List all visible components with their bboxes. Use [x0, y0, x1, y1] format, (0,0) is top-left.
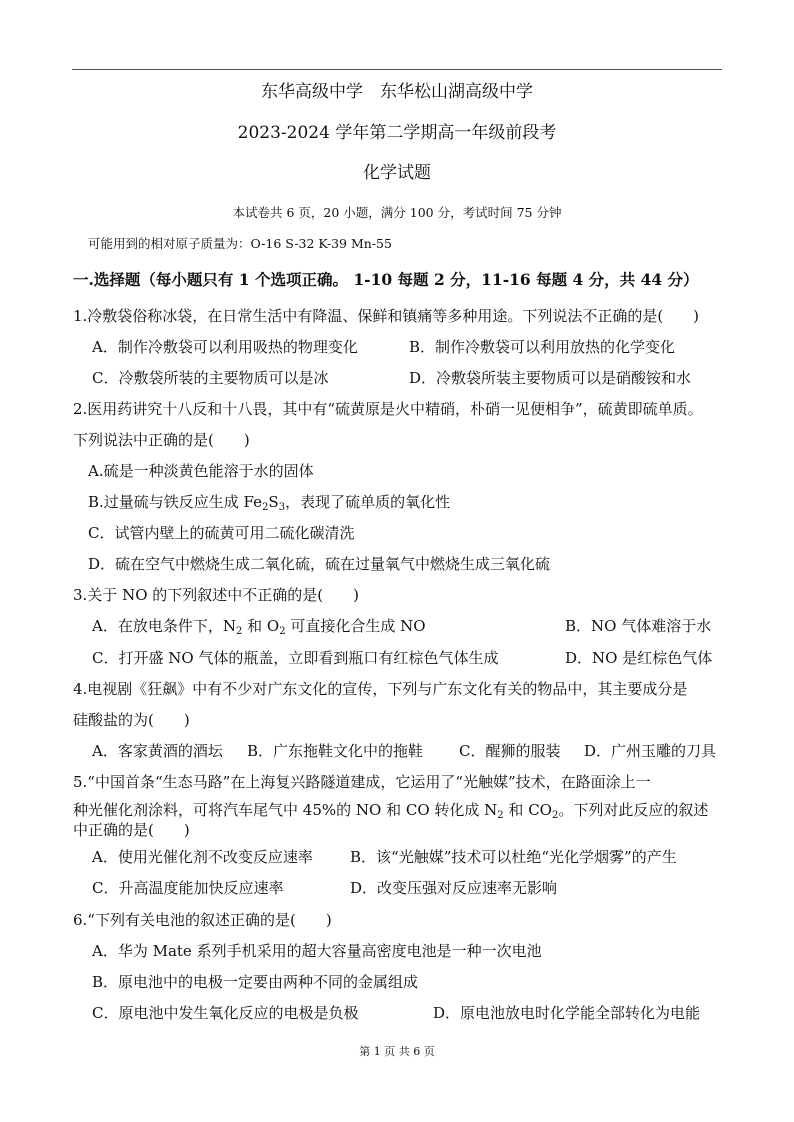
q4-option-a: A．客家黄酒的酒坛	[92, 742, 223, 760]
q3-stem: 3.关于 NO 的下列叙述中不正确的是( )	[73, 586, 359, 604]
section-heading: 一.选择题（每小题只有 1 个选项正确。 1-10 每题 2 分，11-16 每题 4 分，共 44 分）	[73, 270, 699, 289]
q2-stem-line1: 2.医用药讲究十八反和十八畏，其中有“硫黄原是火中精硝，朴硝一见便相争”，硫黄即硫单质。	[73, 400, 703, 418]
q2-option-c: C．试管内壁上的硫黄可用二硫化碳清洗	[88, 524, 355, 542]
q6-option-c: C．原电池中发生氧化反应的电极是负极	[92, 1004, 359, 1022]
q6-stem: 6.“下列有关电池的叙述正确的是( )	[73, 911, 332, 929]
q5-option-c: C．升高温度能加快反应速率	[92, 879, 284, 897]
page-footer: 第 1 页 共 6 页	[359, 1045, 435, 1058]
q2-stem-line2: 下列说法中正确的是( )	[73, 431, 250, 449]
q4-option-b: B．广东拖鞋文化中的拖鞋	[247, 742, 424, 760]
q4-option-c: C．醒狮的服装	[459, 742, 561, 760]
q3-option-d: D．NO 是红棕色气体	[565, 649, 713, 667]
q3-option-b: B．NO 气体难溶于水	[565, 617, 712, 635]
q3-option-c: C．打开盛 NO 气体的瓶盖，立即看到瓶口有红棕色气体生成	[92, 649, 499, 667]
q6-option-d: D．原电池放电时化学能全部转化为电能	[433, 1004, 701, 1022]
exam-title: 2023-2024 学年第二学期高一年级前段考	[237, 123, 557, 143]
q5-option-d: D．改变压强对反应速率无影响	[350, 879, 558, 897]
q4-stem-line2: 硅酸盐的为( )	[73, 711, 190, 729]
q5-stem-line1: 5.“中国首条“生态马路”在上海复兴路隧道建成，它运用了“光触媒”技术，在路面涂上一	[73, 773, 651, 791]
q1-stem: 1.冷敷袋俗称冰袋，在日常生活中有降温、保鲜和镇痛等多种用途。下列说法不正确的是( )	[73, 307, 700, 325]
q6-option-a: A．华为 Mate 系列手机采用的超大容量高密度电池是一种一次电池	[92, 942, 542, 960]
atomic-mass-note: 可能用到的相对原子质量为：O-16 S-32 K-39 Mn-55	[88, 236, 392, 251]
q5-option-a: A．使用光催化剂不改变反应速率	[92, 848, 313, 866]
q4-stem-line1: 4.电视剧《狂飙》中有不少对广东文化的宣传，下列与广东文化有关的物品中，其主要成分是	[73, 680, 688, 698]
q3-option-a: A．在放电条件下，$N_2$ 和 $O_2$ 可直接化合生成 NO	[92, 617, 426, 637]
subject-title: 化学试题	[363, 163, 431, 183]
q1-option-b: B．制作冷敷袋可以利用放热的化学变化	[409, 338, 676, 356]
exam-info: 本试卷共 6 页，20 小题，满分 100 分，考试时间 75 分钟	[232, 205, 562, 220]
header-rule	[72, 69, 722, 70]
q1-option-d: D．冷敷袋所装主要物质可以是硝酸铵和水	[409, 369, 692, 387]
q1-option-c: C．冷敷袋所装的主要物质可以是冰	[92, 369, 329, 387]
q5-stem-line2: 种光催化剂涂料，可将汽车尾气中 45%的 NO 和 CO 转化成 $N_2$ 和 $CO_2$。下列对此反应的叙述	[73, 801, 709, 821]
q5-stem-line3: 中正确的是( )	[73, 821, 190, 839]
school-name: 东华高级中学 东华松山湖高级中学	[261, 82, 533, 102]
q6-option-b: B．原电池中的电极一定要由两种不同的金属组成	[92, 973, 419, 991]
q4-option-d: D．广州玉雕的刀具	[584, 742, 717, 760]
q2-option-a: A.硫是一种淡黄色能溶于水的固体	[88, 462, 314, 480]
q1-option-a: A．制作冷敷袋可以利用吸热的物理变化	[92, 338, 358, 356]
q5-option-b: B．该“光触媒”技术可以杜绝“光化学烟雾”的产生	[350, 848, 677, 866]
q2-option-d: D．硫在空气中燃烧生成二氧化硫，硫在过量氧气中燃烧生成三氧化硫	[88, 555, 551, 573]
q2-option-b: B.过量硫与铁反应生成 $Fe_2S_3$，表现了硫单质的氧化性	[88, 493, 451, 513]
